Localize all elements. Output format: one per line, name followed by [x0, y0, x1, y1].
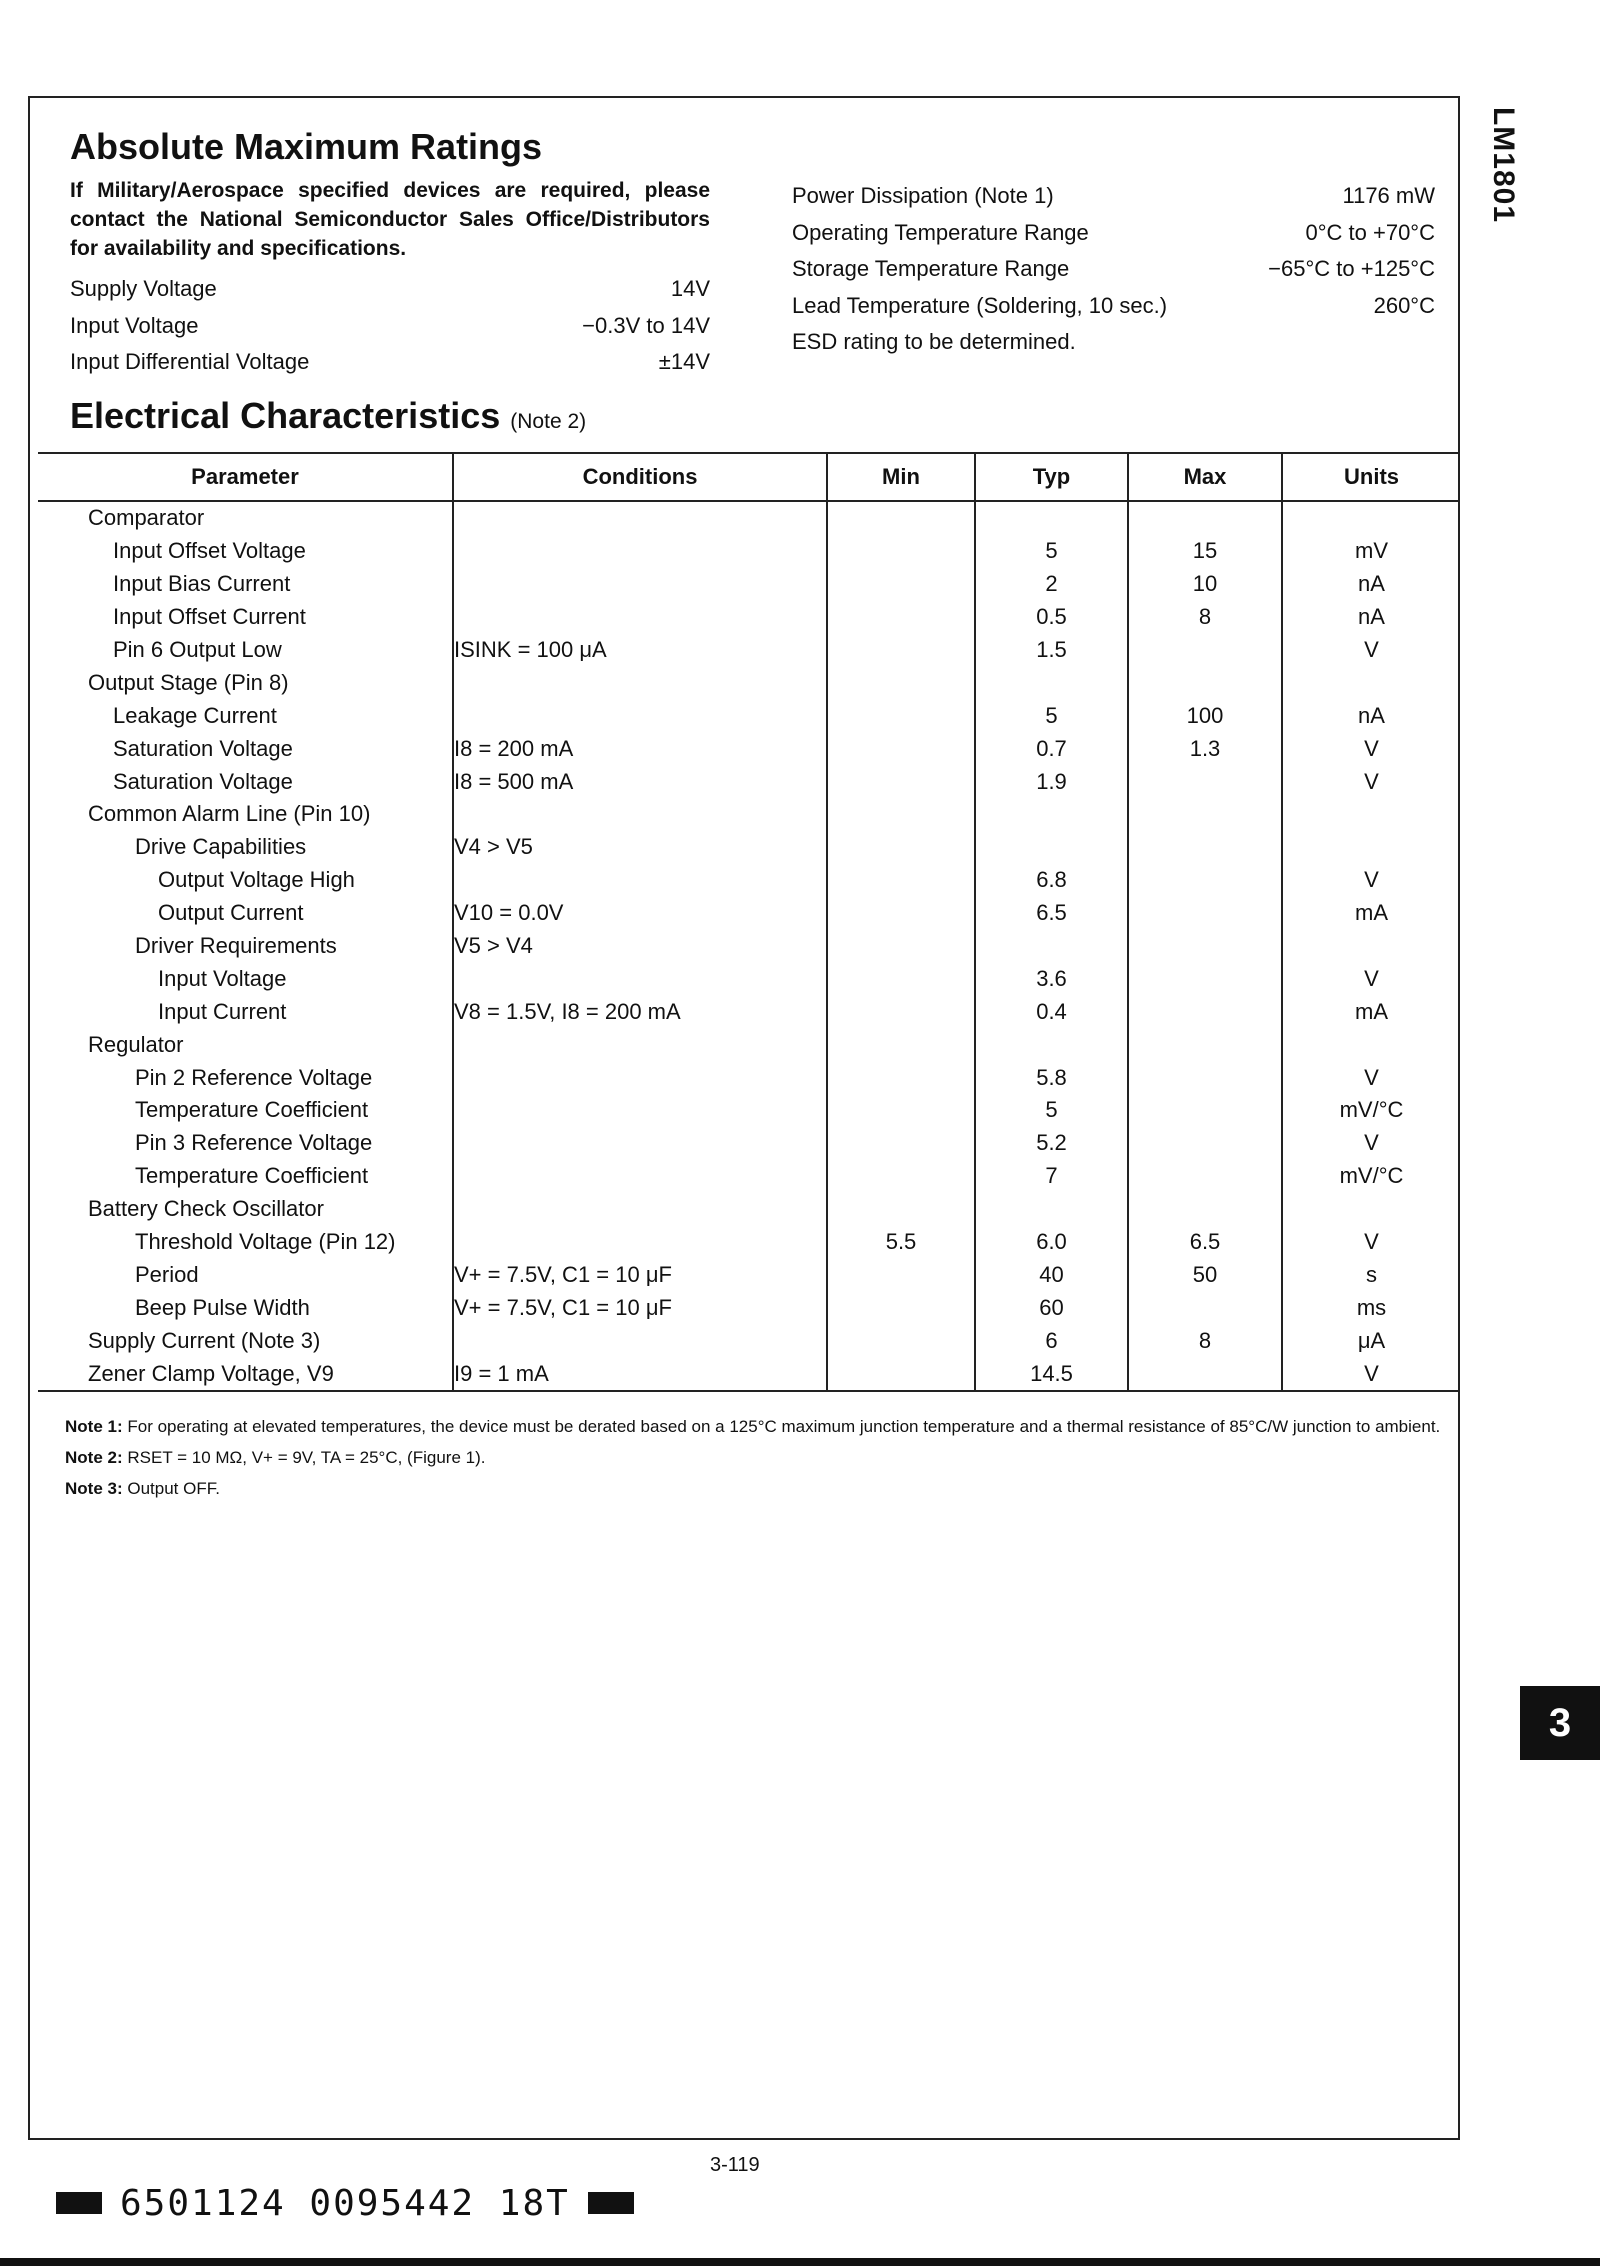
rating-row — [70, 308, 710, 345]
units-cell — [1282, 798, 1460, 831]
table-row — [38, 1357, 1460, 1391]
table-row — [38, 699, 1460, 732]
max-cell: 1.3 — [1128, 732, 1282, 765]
conditions-cell — [453, 1127, 827, 1160]
rating-value: 14V — [670, 276, 710, 301]
param-cell: Period — [135, 1261, 199, 1287]
units-cell: mA — [1282, 995, 1460, 1028]
units-cell: V — [1282, 1357, 1460, 1391]
units-cell — [1282, 831, 1460, 864]
page-number: 3-119 — [710, 2154, 760, 2176]
param-cell: Zener Clamp Voltage, V9 — [38, 1357, 453, 1391]
rating-value: −65°C to +125°C — [1268, 256, 1435, 281]
conditions-cell: V8 = 1.5V, I8 = 200 mA — [453, 995, 827, 1028]
units-cell: V — [1282, 1226, 1460, 1259]
min-cell — [827, 1160, 975, 1193]
min-cell — [827, 1028, 975, 1061]
units-cell: nA — [1282, 699, 1460, 732]
typ-cell: 5 — [975, 535, 1128, 568]
typ-cell: 5 — [975, 1094, 1128, 1127]
min-cell — [827, 501, 975, 535]
min-cell — [827, 535, 975, 568]
table-row — [38, 1258, 1460, 1291]
typ-cell: 6.8 — [975, 864, 1128, 897]
rating-value: 1176 mW — [1342, 183, 1435, 208]
military-notice: If Military/Aerospace specified devices are required, please contact the National Semiconductor Sales Office/Distributors for availability and specifications. — [70, 179, 710, 260]
param-cell: Common Alarm Line (Pin 10) — [88, 801, 371, 827]
table-row — [38, 1160, 1460, 1193]
column-header: Typ — [975, 453, 1128, 501]
conditions-cell — [453, 1094, 827, 1127]
typ-cell: 0.4 — [975, 995, 1128, 1028]
max-cell — [1128, 501, 1282, 535]
typ-cell: 14.5 — [975, 1357, 1128, 1391]
units-cell — [1282, 501, 1460, 535]
rating-label: Lead Temperature (Soldering, 10 sec.) — [792, 292, 1168, 318]
barcode-block-left — [56, 2192, 102, 2214]
conditions-cell — [453, 864, 827, 897]
conditions-cell — [453, 798, 827, 831]
electrical-characteristics-table — [38, 452, 1460, 1392]
rating-label: Input Voltage — [70, 312, 199, 338]
absolute-maximum-ratings — [70, 126, 1435, 374]
barcode-text: 6501124 0095442 18T — [120, 2182, 570, 2224]
max-cell — [1128, 864, 1282, 897]
units-cell: mA — [1282, 897, 1460, 930]
param-cell: Battery Check Oscillator — [88, 1196, 324, 1222]
rating-row — [792, 178, 1435, 215]
conditions-cell — [453, 666, 827, 699]
amr-title: Absolute Maximum Ratings — [70, 126, 543, 167]
table-row — [38, 634, 1460, 667]
rating-value: −0.3V to 14V — [582, 312, 710, 338]
note-1: Note 1: For operating at elevated temperatures, the device must be derated based on a 125°C maximum junction temperature and a thermal resistance of 85°C/W junction to ambient. — [65, 1417, 1441, 1436]
param-cell: Input Offset Current — [113, 604, 306, 630]
table-row — [38, 732, 1460, 765]
column-header: Parameter — [38, 453, 453, 501]
typ-cell: 7 — [975, 1160, 1128, 1193]
rating-value: 0°C to +70°C — [1305, 219, 1435, 245]
conditions-cell: V4 > V5 — [453, 831, 827, 864]
min-cell — [827, 634, 975, 667]
param-cell: Beep Pulse Width — [135, 1294, 310, 1320]
max-cell — [1128, 1127, 1282, 1160]
rating-label: Input Differential Voltage — [70, 349, 310, 374]
rating-row — [792, 251, 1435, 288]
min-cell — [827, 732, 975, 765]
table-row — [38, 765, 1460, 798]
table-body — [38, 501, 1460, 1391]
min-cell — [827, 1127, 975, 1160]
typ-cell: 6.5 — [975, 897, 1128, 930]
min-cell — [827, 765, 975, 798]
max-cell — [1128, 765, 1282, 798]
max-cell — [1128, 1193, 1282, 1226]
column-header: Units — [1282, 453, 1460, 501]
table-row — [38, 831, 1460, 864]
section-tab: 3 — [1520, 1686, 1600, 1760]
note-3: Note 3: Output OFF. — [65, 1479, 220, 1498]
table-row — [38, 1127, 1460, 1160]
units-cell: V — [1282, 1127, 1460, 1160]
units-cell — [1282, 1193, 1460, 1226]
table-row — [38, 864, 1460, 897]
conditions-cell: I9 = 1 mA — [453, 1357, 827, 1391]
param-cell: Output Voltage High — [158, 867, 355, 893]
bottom-rule — [0, 2258, 1600, 2266]
table-row — [38, 1226, 1460, 1259]
typ-cell: 40 — [975, 1258, 1128, 1291]
min-cell — [827, 798, 975, 831]
param-cell: Saturation Voltage — [113, 768, 293, 794]
conditions-cell: I8 = 500 mA — [453, 765, 827, 798]
typ-cell — [975, 666, 1128, 699]
typ-cell: 5.8 — [975, 1061, 1128, 1094]
param-cell: Pin 6 Output Low — [113, 637, 282, 662]
rating-label: Storage Temperature Range — [792, 256, 1070, 281]
min-cell — [827, 699, 975, 732]
table-row — [38, 962, 1460, 995]
typ-cell: 1.5 — [975, 634, 1128, 667]
table-row — [38, 666, 1460, 699]
table-row — [38, 897, 1460, 930]
amr-left-column — [70, 176, 710, 381]
min-cell — [827, 1357, 975, 1391]
min-cell — [827, 864, 975, 897]
rating-label: Supply Voltage — [70, 276, 217, 301]
typ-cell: 3.6 — [975, 962, 1128, 995]
units-cell: mV/°C — [1282, 1160, 1460, 1193]
column-header: Max — [1128, 453, 1282, 501]
conditions-cell — [453, 1193, 827, 1226]
max-cell: 15 — [1128, 535, 1282, 568]
param-cell: Pin 2 Reference Voltage — [135, 1064, 373, 1090]
units-cell: μA — [1282, 1324, 1460, 1357]
typ-cell: 0.7 — [975, 732, 1128, 765]
conditions-cell — [453, 501, 827, 535]
table-row — [38, 1028, 1460, 1061]
part-number-label — [1468, 100, 1538, 230]
conditions-cell — [453, 1160, 827, 1193]
max-cell — [1128, 666, 1282, 699]
conditions-cell — [453, 962, 827, 995]
min-cell — [827, 1094, 975, 1127]
electrical-characteristics-title — [70, 395, 586, 437]
units-cell: V — [1282, 864, 1460, 897]
units-cell: nA — [1282, 568, 1460, 601]
units-cell: s — [1282, 1258, 1460, 1291]
rating-row — [792, 288, 1435, 325]
min-cell — [827, 962, 975, 995]
max-cell — [1128, 1061, 1282, 1094]
units-cell — [1282, 930, 1460, 963]
table-row — [38, 1094, 1460, 1127]
units-cell: V — [1282, 1061, 1460, 1094]
typ-cell — [975, 1028, 1128, 1061]
param-cell: Temperature Coefficient — [135, 1097, 369, 1123]
rating-value: ±14V — [658, 349, 710, 374]
units-cell: nA — [1282, 601, 1460, 634]
conditions-cell — [453, 1061, 827, 1094]
part-number-text: LM1801 — [1487, 106, 1520, 224]
rating-row — [70, 271, 710, 308]
conditions-cell — [453, 601, 827, 634]
conditions-cell — [453, 1028, 827, 1061]
table-header-row — [38, 453, 1460, 501]
rating-row — [792, 215, 1435, 252]
max-cell — [1128, 1094, 1282, 1127]
rating-label: Power Dissipation (Note 1) — [792, 183, 1054, 208]
units-cell: mV — [1282, 535, 1460, 568]
typ-cell — [975, 501, 1128, 535]
param-cell: Output Current — [158, 900, 304, 926]
units-cell: V — [1282, 962, 1460, 995]
min-cell — [827, 1324, 975, 1357]
max-cell: 8 — [1128, 601, 1282, 634]
min-cell — [827, 1258, 975, 1291]
typ-cell: 2 — [975, 568, 1128, 601]
param-cell: Input Bias Current — [113, 571, 291, 597]
table-row — [38, 1061, 1460, 1094]
param-cell: Regulator — [88, 1031, 184, 1057]
min-cell — [827, 1291, 975, 1324]
units-cell: V — [1282, 765, 1460, 798]
table-row — [38, 1324, 1460, 1357]
param-cell: Saturation Voltage — [113, 735, 293, 761]
rating-row — [70, 344, 710, 381]
max-cell — [1128, 995, 1282, 1028]
max-cell — [1128, 930, 1282, 963]
param-cell: Output Stage (Pin 8) — [88, 669, 289, 695]
units-cell: V — [1282, 634, 1460, 667]
typ-cell — [975, 798, 1128, 831]
units-cell — [1282, 666, 1460, 699]
min-cell — [827, 1061, 975, 1094]
param-cell: Drive Capabilities — [135, 834, 307, 860]
typ-cell: 6 — [975, 1324, 1128, 1357]
ec-title-text: Electrical Characteristics — [70, 395, 501, 436]
min-cell — [827, 930, 975, 963]
conditions-cell — [453, 535, 827, 568]
min-cell: 5.5 — [827, 1226, 975, 1259]
units-cell: mV/°C — [1282, 1094, 1460, 1127]
max-cell: 100 — [1128, 699, 1282, 732]
table-row — [38, 501, 1460, 535]
max-cell: 50 — [1128, 1258, 1282, 1291]
barcode-row — [56, 2183, 634, 2223]
max-cell — [1128, 798, 1282, 831]
min-cell — [827, 995, 975, 1028]
max-cell — [1128, 1160, 1282, 1193]
max-cell — [1128, 962, 1282, 995]
max-cell — [1128, 897, 1282, 930]
conditions-cell: V5 > V4 — [453, 930, 827, 963]
conditions-cell: I8 = 200 mA — [453, 732, 827, 765]
conditions-cell: V10 = 0.0V — [453, 897, 827, 930]
min-cell — [827, 831, 975, 864]
conditions-cell — [453, 699, 827, 732]
table-row — [38, 995, 1460, 1028]
min-cell — [827, 1193, 975, 1226]
param-cell: Supply Current (Note 3) — [88, 1327, 321, 1353]
param-cell: Comparator — [88, 505, 205, 531]
param-cell: Driver Requirements — [135, 933, 337, 959]
ec-title-note: (Note 2) — [510, 410, 587, 433]
table-row — [38, 930, 1460, 963]
max-cell — [1128, 1291, 1282, 1324]
typ-cell: 5.2 — [975, 1127, 1128, 1160]
amr-right-column — [792, 178, 1435, 361]
min-cell — [827, 666, 975, 699]
notes-section — [65, 1416, 1445, 1509]
barcode-block-right — [588, 2192, 634, 2214]
max-cell: 8 — [1128, 1324, 1282, 1357]
param-cell: Temperature Coefficient — [135, 1163, 369, 1189]
conditions-cell — [453, 568, 827, 601]
typ-cell: 5 — [975, 699, 1128, 732]
max-cell — [1128, 1357, 1282, 1391]
typ-cell — [975, 831, 1128, 864]
typ-cell: 60 — [975, 1291, 1128, 1324]
max-cell: 10 — [1128, 568, 1282, 601]
conditions-cell: V+ = 7.5V, C1 = 10 μF — [453, 1258, 827, 1291]
min-cell — [827, 601, 975, 634]
typ-cell: 0.5 — [975, 601, 1128, 634]
conditions-cell: ISINK = 100 μA — [453, 634, 827, 667]
typ-cell: 1.9 — [975, 765, 1128, 798]
conditions-cell — [453, 1226, 827, 1259]
note-2: Note 2: RSET = 10 MΩ, V+ = 9V, TA = 25°C, (Figure 1). — [65, 1448, 486, 1467]
param-cell: Threshold Voltage (Pin 12) — [135, 1229, 396, 1255]
rating-value: 260°C — [1373, 292, 1435, 318]
table-row — [38, 798, 1460, 831]
min-cell — [827, 568, 975, 601]
table-row — [38, 535, 1460, 568]
max-cell — [1128, 634, 1282, 667]
units-cell — [1282, 1028, 1460, 1061]
max-cell: 6.5 — [1128, 1226, 1282, 1259]
units-cell: V — [1282, 732, 1460, 765]
esd-note: ESD rating to be determined. — [792, 329, 1076, 354]
max-cell — [1128, 831, 1282, 864]
units-cell: ms — [1282, 1291, 1460, 1324]
conditions-cell — [453, 1324, 827, 1357]
conditions-cell: V+ = 7.5V, C1 = 10 μF — [453, 1291, 827, 1324]
param-cell: Input Offset Voltage — [113, 538, 306, 564]
table-row — [38, 1291, 1460, 1324]
typ-cell — [975, 1193, 1128, 1226]
rating-label: Operating Temperature Range — [792, 219, 1089, 245]
typ-cell — [975, 930, 1128, 963]
table-row — [38, 601, 1460, 634]
param-cell: Input Current — [158, 998, 287, 1024]
table-row — [38, 1193, 1460, 1226]
table-row — [38, 568, 1460, 601]
column-header: Conditions — [453, 453, 827, 501]
param-cell: Leakage Current — [113, 702, 277, 728]
param-cell: Input Voltage — [158, 965, 287, 991]
typ-cell: 6.0 — [975, 1226, 1128, 1259]
min-cell — [827, 897, 975, 930]
max-cell — [1128, 1028, 1282, 1061]
column-header: Min — [827, 453, 975, 501]
param-cell: Pin 3 Reference Voltage — [135, 1130, 373, 1156]
